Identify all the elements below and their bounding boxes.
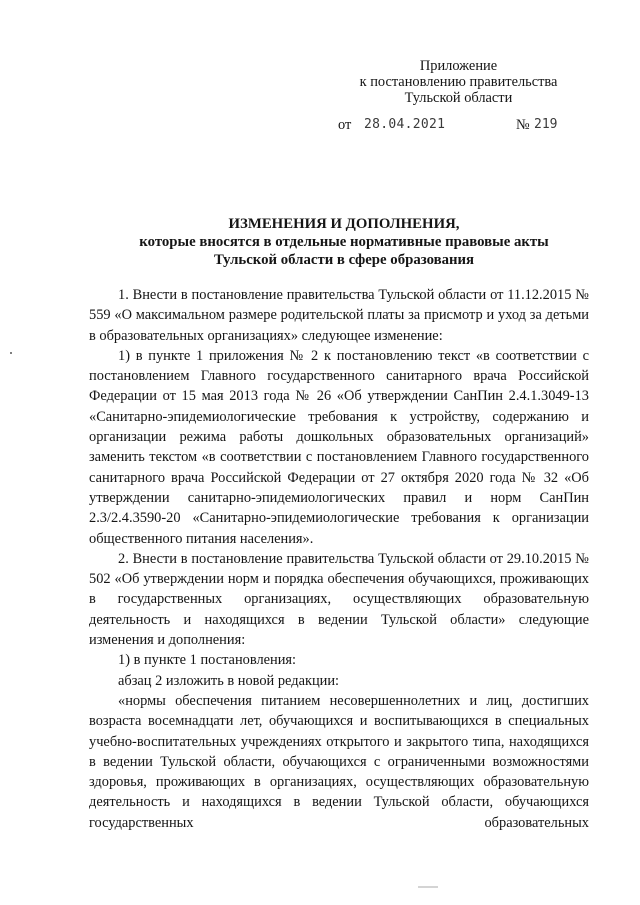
paragraph-3: 2. Внести в постановление правительства Тульской области от 29.10.2015 № 502 «Об утверждении норм и порядка обеспечения обучающихся, проживающих в государственных организациях, осуществляющих образовательную деятельность и находящихся в ведении Тульской области» следующие изменения и дополнения: (89, 550, 589, 649)
registration-prefix: от (338, 117, 352, 133)
registration-number: 219 (534, 117, 558, 132)
document-body (89, 285, 589, 833)
document-title (60, 215, 628, 269)
registration-date: 28.04.2021 (364, 117, 446, 132)
scan-footer-mark (418, 886, 438, 888)
appendix-line-2: к постановлению правительства (359, 74, 558, 90)
number-sign: № (516, 117, 530, 133)
paragraph-1: 1. Внести в постановление правительства Тульской области от 11.12.2015 № 559 «О максимальном размере родительской платы за присмотр и уход за детьми в образовательных организациях» следующее изменение: (89, 287, 589, 344)
paragraph-4: 1) в пункте 1 постановления: (118, 652, 297, 669)
paragraph-2: 1) в пункте 1 приложения № 2 к постановлению текст «в соответствии с постановлением Главного государственного санитарного врача Российской Федерации от 15 мая 2013 года № 26 «Об утверждении СанПин 2.4.1.3049-13 «Санитарно-эпидемиологические требования к устройству, содержанию и организации режима работы дошкольных образовательных организаций» заменить текстом «в соответствии с постановлением Главного государственного санитарного врача Российской Федерации от 27 октября 2020 года № 32 «Об утверждении санитарно-эпидемиологических правил и норм СанПин 2.3/2.4.3590-20 «Санитарно-эпидемиологические требования к организации общественного питания населения». (89, 347, 589, 547)
title-line-3: Тульской области в сфере образования (213, 252, 475, 268)
paragraph-6: «нормы обеспечения питанием несовершеннолетних и лиц, достигших возраста восемнадцати лет, обучающихся и воспитывающихся в специальных учебно-воспитательных учреждениях открытого и закрытого типа, находящихся в ведении Тульской области, обучающихся с ограниченными возможностями здоровья, проживающих в организациях, осуществляющих образовательную деятельность и находящихся в ведении Тульской области, обучающихся государственных образовательных (89, 692, 589, 831)
appendix-header (330, 58, 587, 106)
scan-speck (10, 352, 12, 354)
appendix-line-1: Приложение (419, 58, 498, 74)
title-line-2: которые вносятся в отдельные нормативные правовые акты (139, 234, 549, 250)
paragraph-5: абзац 2 изложить в новой редакции: (118, 672, 340, 689)
appendix-line-3: Тульской области (404, 90, 513, 106)
title-line-1: ИЗМЕНЕНИЯ И ДОПОЛНЕНИЯ, (228, 216, 460, 232)
